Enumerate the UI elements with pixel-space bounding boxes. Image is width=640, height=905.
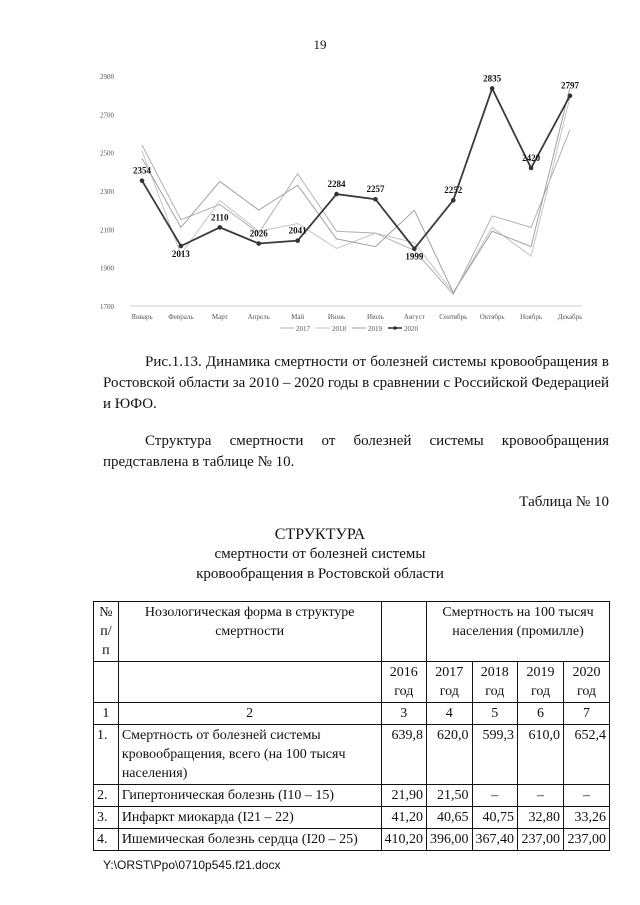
row-name: Гипертоническая болезнь (I10 – 15)	[118, 785, 381, 807]
row-value: –	[518, 785, 564, 807]
x-tick-label: Январь	[131, 313, 153, 321]
table-row	[94, 829, 610, 851]
x-tick-label: Декабрь	[557, 313, 583, 321]
row-value: 410,20	[381, 829, 427, 851]
legend-marker	[393, 326, 397, 330]
series-line-2018	[142, 97, 570, 292]
table-label: Таблица № 10	[519, 494, 609, 510]
header-empty-cell	[381, 602, 427, 662]
data-label: 2835	[483, 73, 502, 84]
header-form: Нозологическая форма в структуре смертности	[118, 602, 381, 662]
x-tick-label: Июнь	[327, 313, 346, 321]
data-point	[218, 225, 223, 230]
data-label: 2354	[133, 165, 151, 176]
figure-caption: Рис.1.13. Динамика смертности от болезней системы кровообращения в Ростовской области за 2010 – 2020 годы в сравнении с Российской Федерацией и ЮФО.	[103, 354, 609, 412]
page-number: 19	[313, 37, 327, 52]
data-label: 2013	[171, 249, 190, 260]
y-tick-label: 2900	[100, 73, 114, 81]
series-line-2020	[142, 88, 570, 248]
row-value: 21,90	[381, 785, 427, 807]
mortality-structure-table	[93, 601, 610, 851]
y-tick-label: 2700	[100, 111, 114, 120]
y-tick-label: 2100	[100, 226, 114, 235]
row-value: 40,65	[427, 807, 473, 829]
data-point	[334, 192, 339, 197]
row-value: 40,75	[472, 807, 518, 829]
col-number: 1	[94, 703, 119, 725]
x-tick-label: Август	[403, 313, 425, 321]
year-header: 2020 год	[564, 662, 610, 703]
row-value: 610,0	[518, 725, 564, 785]
x-tick-label: Май	[291, 313, 305, 321]
data-point	[295, 238, 300, 243]
y-tick-label: 2500	[100, 149, 114, 158]
data-point	[529, 166, 534, 171]
row-value: 32,80	[518, 807, 564, 829]
year-header: 2016 год	[381, 662, 427, 703]
year-header: 2018 год	[472, 662, 518, 703]
row-value: 33,26	[564, 807, 610, 829]
row-value: 237,00	[564, 829, 610, 851]
data-point	[256, 241, 261, 246]
x-tick-label: Октябрь	[479, 313, 505, 321]
table-title: СТРУКТУРА	[274, 526, 366, 543]
data-point	[140, 178, 145, 183]
row-value: 599,3	[472, 725, 518, 785]
row-value: –	[564, 785, 610, 807]
header-num-cont	[94, 662, 119, 703]
data-point	[568, 93, 573, 98]
row-num: 2.	[94, 785, 119, 807]
data-point	[451, 198, 456, 203]
row-value: 41,20	[381, 807, 427, 829]
x-tick-label: Февраль	[168, 313, 194, 321]
data-point	[412, 246, 417, 251]
legend-label: 2017	[296, 325, 310, 333]
row-value: 639,8	[381, 725, 427, 785]
legend-label: 2020	[404, 325, 418, 333]
x-tick-label: Март	[211, 313, 228, 321]
col-number: 3	[381, 703, 427, 725]
x-tick-label: Апрель	[247, 313, 270, 321]
data-label: 1999	[405, 251, 424, 262]
table-subtitle-line1: смертности от болезней системы	[214, 546, 426, 562]
structure-paragraph: Структура смертности от болезней системы кровообращения представлена в таблице № 10.	[103, 433, 609, 470]
row-value: 237,00	[518, 829, 564, 851]
data-label: 2252	[444, 185, 463, 196]
data-label: 2420	[522, 153, 541, 163]
y-tick-label: 1900	[100, 264, 114, 273]
data-label: 2797	[561, 80, 579, 91]
data-point	[373, 197, 378, 202]
file-path-footer: Y:\ORST\Ppo\0710p545.f21.docx	[103, 858, 281, 872]
row-value: 620,0	[427, 725, 473, 785]
mortality-line-chart	[100, 60, 600, 345]
header-mortality: Смертность на 100 тысяч населения (промилле)	[427, 602, 610, 662]
x-tick-label: Июль	[367, 313, 384, 321]
year-header: 2017 год	[427, 662, 473, 703]
legend-label: 2018	[332, 325, 346, 333]
legend-label: 2019	[368, 325, 382, 333]
data-label: 2257	[366, 184, 385, 195]
data-label: 2110	[211, 212, 229, 223]
row-name: Смертность от болезней системы кровообращения, всего (на 100 тысяч населения)	[118, 725, 381, 785]
row-name: Ишемическая болезнь сердца (I20 – 25)	[118, 829, 381, 851]
row-value: 396,00	[427, 829, 473, 851]
header-num: № п/п	[94, 602, 119, 662]
data-label: 2026	[249, 228, 268, 239]
row-value: –	[472, 785, 518, 807]
col-number: 6	[518, 703, 564, 725]
data-label: 2041	[288, 225, 307, 236]
y-tick-label: 2300	[100, 188, 114, 196]
col-number: 2	[118, 703, 381, 725]
header-form-cont	[118, 662, 381, 703]
row-name: Инфаркт миокарда (I21 – 22)	[118, 807, 381, 829]
table-row	[94, 725, 610, 785]
x-tick-label: Сентябрь	[439, 313, 468, 321]
col-number: 4	[427, 703, 473, 725]
year-header: 2019 год	[518, 662, 564, 703]
series-line-2017	[142, 130, 570, 295]
row-value: 21,50	[427, 785, 473, 807]
row-num: 4.	[94, 829, 119, 851]
row-num: 1.	[94, 725, 119, 785]
y-tick-label: 1700	[100, 303, 114, 311]
x-tick-label: Ноябрь	[520, 313, 543, 321]
table-subtitle-line2: кровообращения в Ростовской области	[196, 566, 444, 582]
data-point	[490, 86, 495, 91]
row-value: 367,40	[472, 829, 518, 851]
data-point	[179, 244, 184, 249]
table-row	[94, 785, 610, 807]
data-label: 2284	[327, 179, 346, 190]
col-number: 7	[564, 703, 610, 725]
table-row	[94, 807, 610, 829]
row-num: 3.	[94, 807, 119, 829]
col-number: 5	[472, 703, 518, 725]
row-value: 652,4	[564, 725, 610, 785]
